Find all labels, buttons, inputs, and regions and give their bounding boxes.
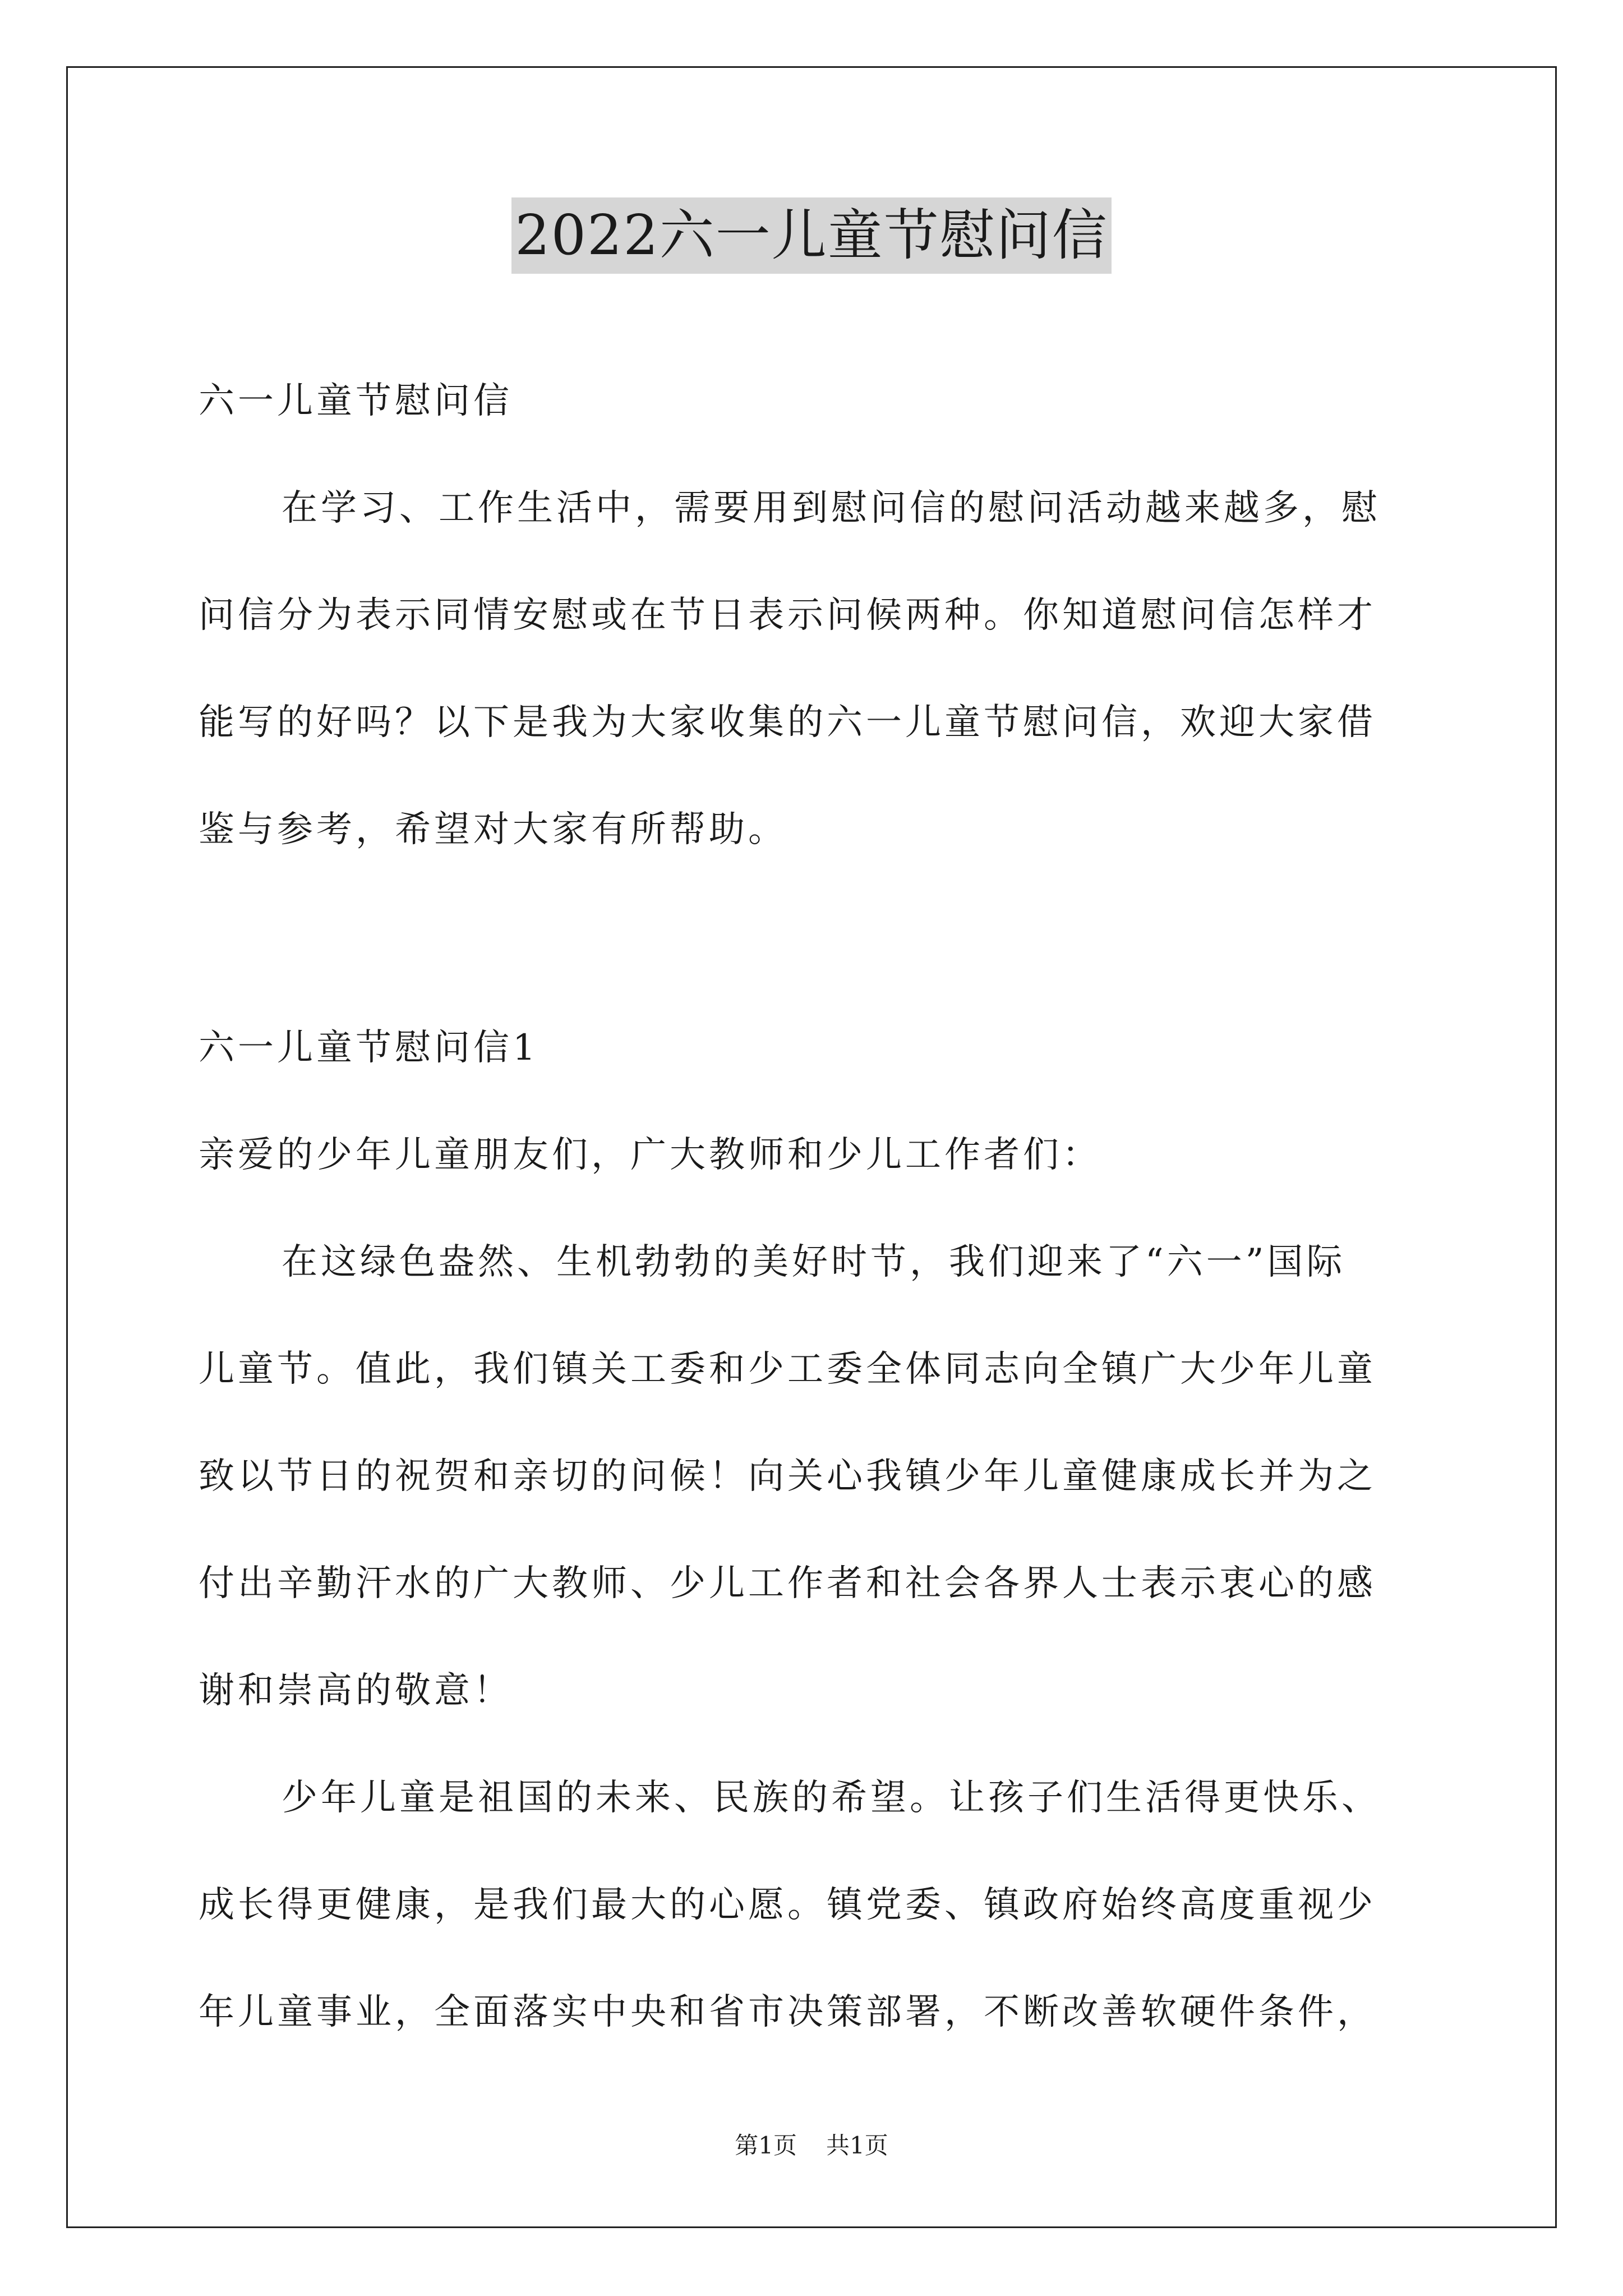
paragraph-line: 谢和崇高的敬意！ [199, 1670, 513, 1711]
paragraph-line: 致以节日的祝贺和亲切的问候！向关心我镇少年儿童健康成长并为之 [199, 1456, 1376, 1497]
page-footer [0, 2129, 1623, 2162]
paragraph-line: 问信分为表示同情安慰或在节日表示问候两种。你知道慰问信怎样才 [199, 595, 1376, 636]
paragraph-line: 在这绿色盎然、生机勃勃的美好时节，我们迎来了“六一”国际 [282, 1241, 1346, 1283]
paragraph-line: 鉴与参考，希望对大家有所帮助。 [199, 809, 787, 850]
paragraph-line: 付出辛勤汗水的广大教师、少儿工作者和社会各界人士表示衷心的感 [199, 1563, 1376, 1604]
paragraph-line: 儿童节。值此，我们镇关工委和少工委全体同志向全镇广大少年儿童 [199, 1349, 1376, 1390]
document-title: 2022六一儿童节慰问信 [511, 197, 1111, 274]
page-number-total: 共1页 [826, 2132, 888, 2159]
subtitle: 六一儿童节慰问信 [199, 380, 513, 422]
paragraph-line: 年儿童事业，全面落实中央和省市决策部署，不断改善软硬件条件， [199, 1991, 1376, 2033]
document-body [199, 348, 1432, 2066]
document-title-container [0, 197, 1623, 274]
paragraph-line: 成长得更健康，是我们最大的心愿。镇党委、镇政府始终高度重视少 [199, 1884, 1376, 1926]
section-heading: 六一儿童节慰问信1 [199, 1027, 539, 1069]
paragraph-line: 能写的好吗？以下是我为大家收集的六一儿童节慰问信，欢迎大家借 [199, 702, 1376, 743]
page-number-current: 第1页 [735, 2132, 797, 2159]
spacer [199, 884, 1432, 995]
paragraph-line: 在学习、工作生活中，需要用到慰问信的慰问活动越来越多，慰 [282, 487, 1381, 529]
salutation: 亲爱的少年儿童朋友们，广大教师和少儿工作者们： [199, 1134, 1101, 1176]
paragraph-line: 少年儿童是祖国的未来、民族的希望。让孩子们生活得更快乐、 [282, 1777, 1381, 1819]
